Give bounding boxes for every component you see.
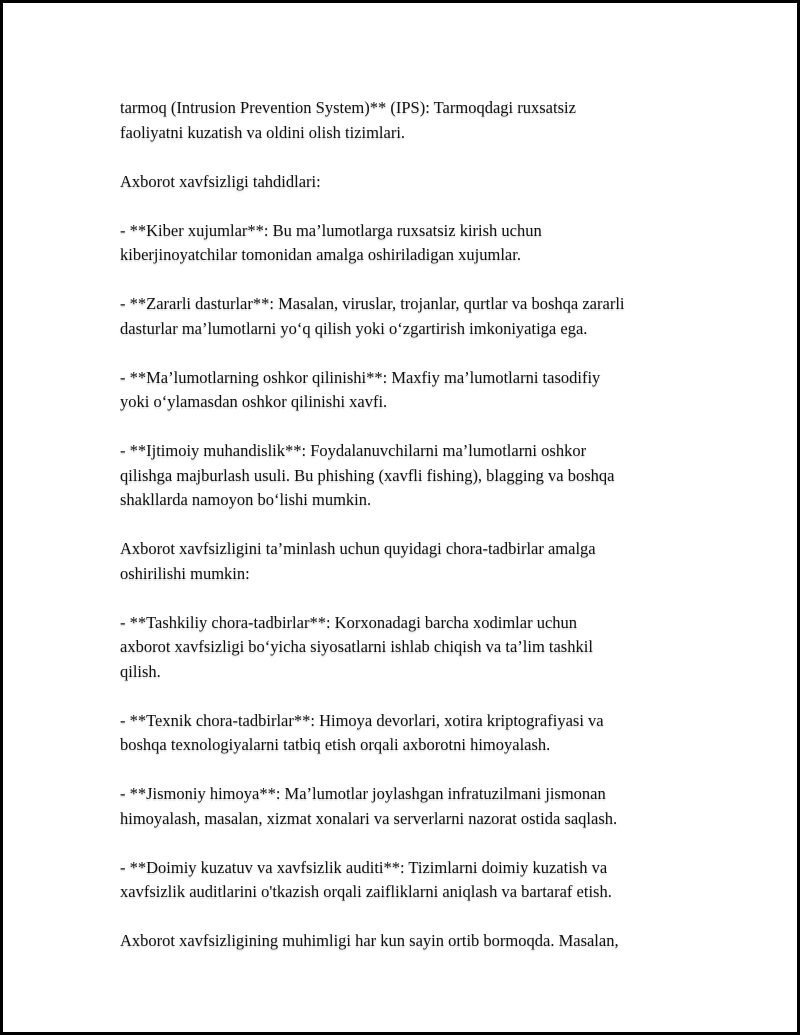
text-line: tarmoq (Intrusion Prevention System)** (IPS): Tarmoqdagi ruxsatsiz <box>120 98 576 117</box>
paragraph-data-disclosure <box>120 366 700 415</box>
paragraph-ips-definition <box>120 96 700 145</box>
text-line: - **Texnik chora-tadbirlar**: Himoya devorlari, xotira kriptografiyasi va <box>120 710 604 730</box>
text-line: - **Ma’lumotlarning oshkor qilinishi**: Maxfiy ma’lumotlarni tasodifiy <box>120 367 601 387</box>
paragraph-technical-measures <box>120 709 700 758</box>
text-line: oshirilishi mumkin: <box>120 563 250 583</box>
text-line: himoyalash, masalan, xizmat xonalari va serverlarni nazorat ostida saqlash. <box>120 808 618 828</box>
text-line: - **Zararli dasturlar**: Masalan, viruslar, trojanlar, qurtlar va boshqa zararli <box>120 294 625 313</box>
paragraph-importance <box>120 929 700 954</box>
paragraph-physical-protection <box>120 782 700 831</box>
text-line: - **Jismoniy himoya**: Ma’lumotlar joylashgan infratuzilmani jismonan <box>120 784 606 803</box>
paragraph-organizational-measures <box>120 611 700 685</box>
text-line: kiberjinoyatchilar tomonidan amalga oshiriladigan xujumlar. <box>120 245 521 264</box>
text-line: xavfsizlik auditlarini o'tkazish orqali zaifliklarni aniqlash va bartaraf etish. <box>120 882 612 901</box>
document-body <box>120 96 700 978</box>
paragraph-cyber-attacks <box>120 219 700 268</box>
text-line: faoliyatni kuzatish va oldini olish tizimlari. <box>120 122 406 142</box>
text-line: - **Ijtimoiy muhandislik**: Foydalanuvchilarni ma’lumotlarni oshkor <box>120 441 587 460</box>
text-line: qilishga majburlash usuli. Bu phishing (xavfli fishing), blagging va boshqa <box>120 465 615 485</box>
text-line: Axborot xavfsizligini ta’minlash uchun quyidagi chora-tadbirlar amalga <box>120 539 596 558</box>
paragraph-threats-heading <box>120 170 700 195</box>
text-line: - **Kiber xujumlar**: Bu ma’lumotlarga ruxsatsiz kirish uchun <box>120 220 542 240</box>
text-line: - **Doimiy kuzatuv va xavfsizlik auditi**: Tizimlarni doimiy kuzatish va <box>120 857 608 877</box>
text-line: qilish. <box>120 661 161 681</box>
paragraph-measures-heading <box>120 537 700 586</box>
text-line: Axborot xavfsizligining muhimligi har kun sayin ortib bormoqda. Masalan, <box>120 931 619 950</box>
text-line: shakllarda namoyon bo‘lishi mumkin. <box>120 490 372 509</box>
paragraph-monitoring-audit <box>120 856 700 905</box>
text-line: boshqa texnologiyalarni tatbiq etish orqali axborotni himoyalash. <box>120 735 551 754</box>
text-line: yoki o‘ylamasdan oshkor qilinishi xavfi. <box>120 392 388 411</box>
text-line: dasturlar ma’lumotlarni yo‘q qilish yoki o‘zgartirish imkoniyatiga ega. <box>120 318 588 338</box>
text-line: - **Tashkiliy chora-tadbirlar**: Korxonadagi barcha xodimlar uchun <box>120 612 578 632</box>
text-line: Axborot xavfsizligi tahdidlari: <box>120 171 321 191</box>
paragraph-malware <box>120 292 700 341</box>
text-line: axborot xavfsizligi bo‘yicha siyosatlarni ishlab chiqish va ta’lim tashkil <box>120 637 593 656</box>
paragraph-social-engineering <box>120 439 700 513</box>
